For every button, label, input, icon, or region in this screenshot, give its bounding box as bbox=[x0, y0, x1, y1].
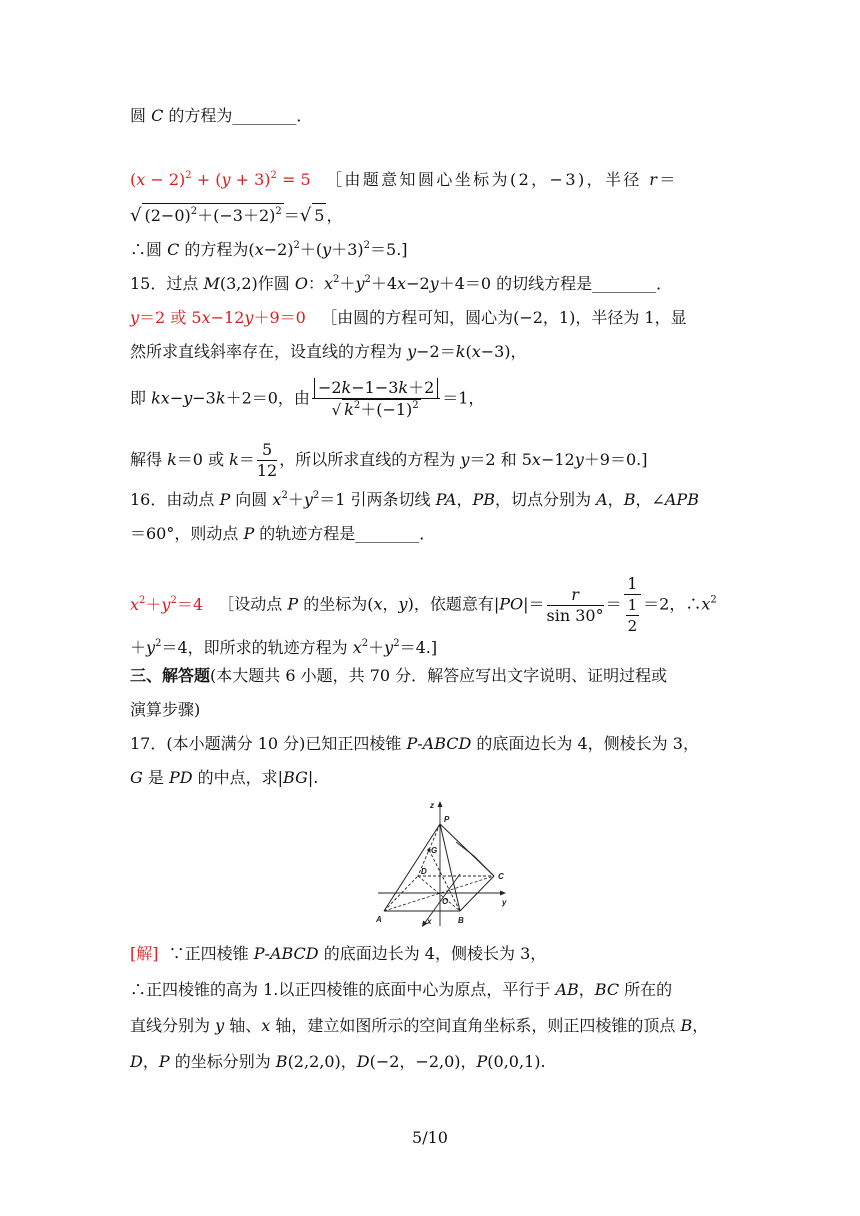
page-number: 5/10 bbox=[412, 1128, 448, 1147]
vertex-label-p: P bbox=[444, 815, 450, 824]
axis-label-z: z bbox=[430, 801, 434, 810]
axis-label-y: y bbox=[502, 898, 507, 907]
text-line: $+y^2=4$，即所求的轨迹方程为 $x^2+y^2=4$.] bbox=[130, 638, 438, 657]
fraction: $\frac{-2k-1-3k+2}{√ k^2+(-1)^2}$ bbox=[312, 378, 440, 420]
answer-line: y＝2 或 5x−12y＋9＝0 ［由圆的方程可知，圆心为(−2，1)，半径为 1，显 bbox=[130, 308, 687, 327]
text-line: 即 kx−y−3k＋2＝0，由 $\frac{-2k-1-3k+2}{√ k^2+(-1)^2}$ ＝1， bbox=[130, 378, 485, 419]
answer-line bbox=[130, 168, 678, 192]
text-line: ∴正四棱锥的高为 1.以正四棱锥的底面中心为原点，平行于 AB，BC 所在的 bbox=[130, 980, 673, 999]
vertex-label-d: D bbox=[421, 867, 427, 876]
answer-text: y＝2 或 5x−12y＋9＝0 bbox=[130, 308, 306, 327]
fraction: $\frac{r}{\sin 30^\circ}$ bbox=[546, 584, 604, 625]
question-17: 17．(本小题满分 10 分)已知正四棱锥 P-ABCD 的底面边长为 4，侧棱长为 3， bbox=[130, 734, 699, 753]
text-line: 解得 k＝0 或 k＝ $\frac{5}{12}$ ，所以所求直线的方程为 y＝2 和 5x−12y＋9＝0.] bbox=[130, 440, 648, 480]
solution-text: ［由题意知圆心坐标为(2，−3)，半径 r＝ bbox=[325, 170, 678, 189]
question-16: 16．由动点 P 向圆 $x^2+y^2=1$ 引两条切线 PA，PB，切点分别为 A，B，∠APB bbox=[130, 490, 699, 509]
text-line: 然所求直线斜率存在，设直线的方程为 y−2＝k(x−3)， bbox=[130, 342, 527, 361]
fraction: $\frac{5}{12}$ bbox=[256, 440, 278, 480]
vertex-label-b: B bbox=[458, 916, 464, 925]
vertex-label-c: C bbox=[498, 872, 504, 881]
solution-tag: [解] bbox=[130, 944, 159, 963]
fraction: $\frac{1}{\frac{1}{2}}$ bbox=[624, 574, 642, 636]
text-line: D，P 的坐标分别为 B(2,2,0)，D(−2，−2,0)，P(0,0,1). bbox=[130, 1052, 546, 1071]
section-heading: 三、解答题(本大题共 6 小题，共 70 分．解答应写出文字说明、证明过程或 bbox=[130, 666, 668, 685]
pyramid-figure bbox=[370, 798, 520, 934]
text-line: 圆 C 的方程为________． bbox=[130, 106, 313, 125]
text-line: ＝60°，则动点 P 的轨迹方程是________． bbox=[130, 524, 436, 543]
answer-line: $x^2+y^2=4$ ［设动点 P 的坐标为(x，y)，依题意有|PO|＝ $\frac{r}{\sin 30^\circ}$ ＝ $\frac{1}{\frac{1}{2}}$ ＝2，$\therefore x^2$ bbox=[130, 574, 717, 635]
axis-label-x: x bbox=[427, 917, 432, 926]
vertex-label-a: A bbox=[376, 915, 382, 924]
answer-text: $(x - 2)^2 + (y + 3)^2 = 5$ bbox=[130, 170, 311, 189]
text-line: 演算步骤) bbox=[130, 700, 201, 719]
answer-text: $x^2+y^2=4$ bbox=[130, 594, 204, 614]
text-line: 直线分别为 y 轴、x 轴，建立如图所示的空间直角坐标系，则正四棱锥的顶点 B， bbox=[130, 1016, 709, 1035]
origin-label-o: O bbox=[442, 897, 449, 906]
question-15: 15．过点 M(3,2)作圆 O：$x^2+y^2+4x-2y+4=0$ 的切线方程是________． bbox=[130, 274, 673, 293]
point-label-g: G bbox=[431, 846, 438, 855]
text-line: G 是 PD 的中点，求|BG|. bbox=[130, 768, 319, 787]
solution-line: [解] ∵正四棱锥 P-ABCD 的底面边长为 4，侧棱长为 3， bbox=[130, 944, 547, 963]
text-line: √ $(2-0)^2+(-3+2)^2$ ＝√ 5 ， bbox=[130, 205, 343, 226]
text-line: ∴圆 C 的方程为$(x-2)^2+(y+3)^2=5$.] bbox=[130, 240, 408, 259]
